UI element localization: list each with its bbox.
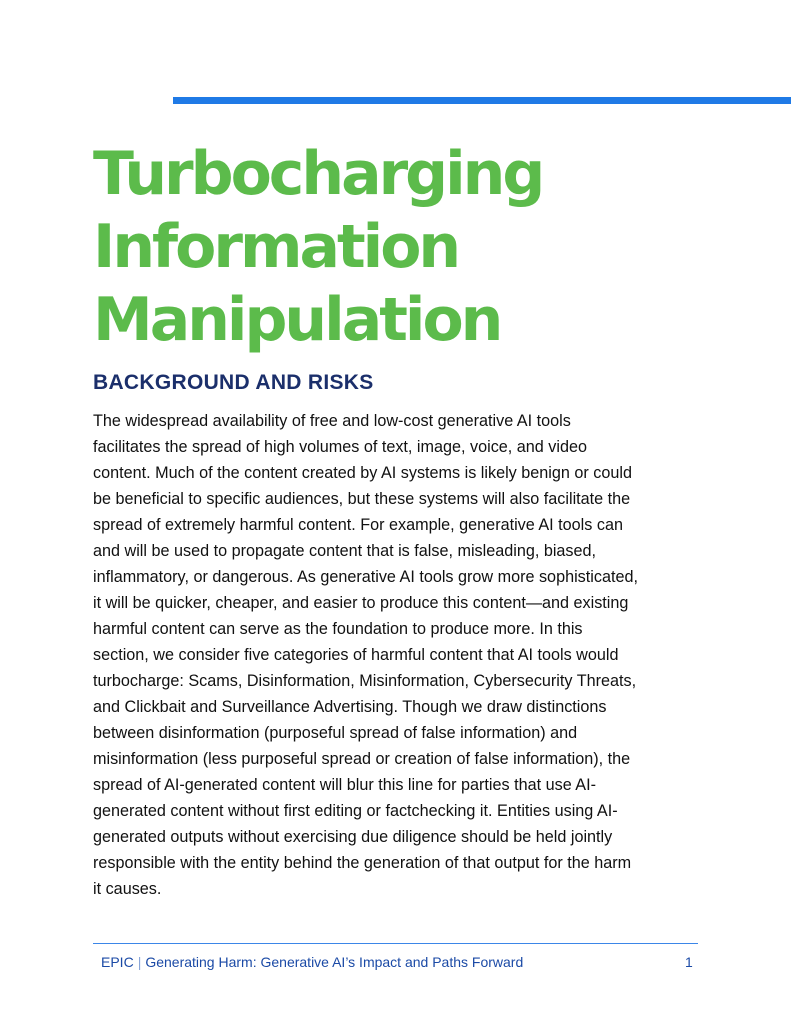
footer-org: EPIC — [101, 954, 134, 970]
footer-separator: | — [137, 954, 142, 970]
body-line: generated content without first editing or factchecking it. Entities using AI- — [93, 802, 618, 820]
body-line: responsible with the entity behind the generation of that output for the harm — [93, 854, 632, 872]
top-accent-rule — [173, 97, 791, 104]
section-heading: BACKGROUND AND RISKS — [93, 371, 374, 394]
body-line: The widespread availability of free and low-cost generative AI tools — [93, 412, 571, 430]
body-line: inflammatory, or dangerous. As generative AI tools grow more sophisticated, — [93, 568, 638, 586]
body-line: facilitates the spread of high volumes of text, image, voice, and video — [93, 438, 587, 456]
body-line: it will be quicker, cheaper, and easier to produce this content—and existing — [93, 594, 629, 612]
body-line: and Clickbait and Surveillance Advertising. Though we draw distinctions — [93, 698, 607, 716]
body-line: spread of AI-generated content will blur this line for parties that use AI- — [93, 776, 596, 794]
body-line: generated outputs without exercising due diligence should be held jointly — [93, 828, 613, 846]
footer-publication-title: Generating Harm: Generative AI’s Impact and Paths Forward — [145, 954, 524, 970]
title-line: Turbocharging — [93, 139, 543, 209]
body-line: between disinformation (purposeful spread of false information) and — [93, 724, 578, 742]
body-line: be beneficial to specific audiences, but these systems will also facilitate the — [93, 490, 631, 508]
title-line: Manipulation — [93, 285, 501, 355]
page-title — [93, 138, 713, 357]
body-line: harmful content can serve as the foundation to produce more. In this — [93, 620, 583, 638]
body-line: section, we consider five categories of harmful content that AI tools would — [93, 646, 619, 664]
page-number: 1 — [685, 954, 693, 970]
body-paragraph — [93, 408, 638, 902]
body-line: and will be used to propagate content that is false, misleading, biased, — [93, 542, 597, 560]
footer-rule — [93, 943, 698, 944]
body-line: misinformation (less purposeful spread or creation of false information), the — [93, 750, 631, 768]
title-line: Information — [93, 212, 459, 282]
body-line: it causes. — [93, 880, 162, 898]
body-line: turbocharge: Scams, Disinformation, Misinformation, Cybersecurity Threats, — [93, 672, 637, 690]
body-line: spread of extremely harmful content. For example, generative AI tools can — [93, 516, 623, 534]
footer — [101, 954, 523, 970]
body-line: content. Much of the content created by AI systems is likely benign or could — [93, 464, 632, 482]
